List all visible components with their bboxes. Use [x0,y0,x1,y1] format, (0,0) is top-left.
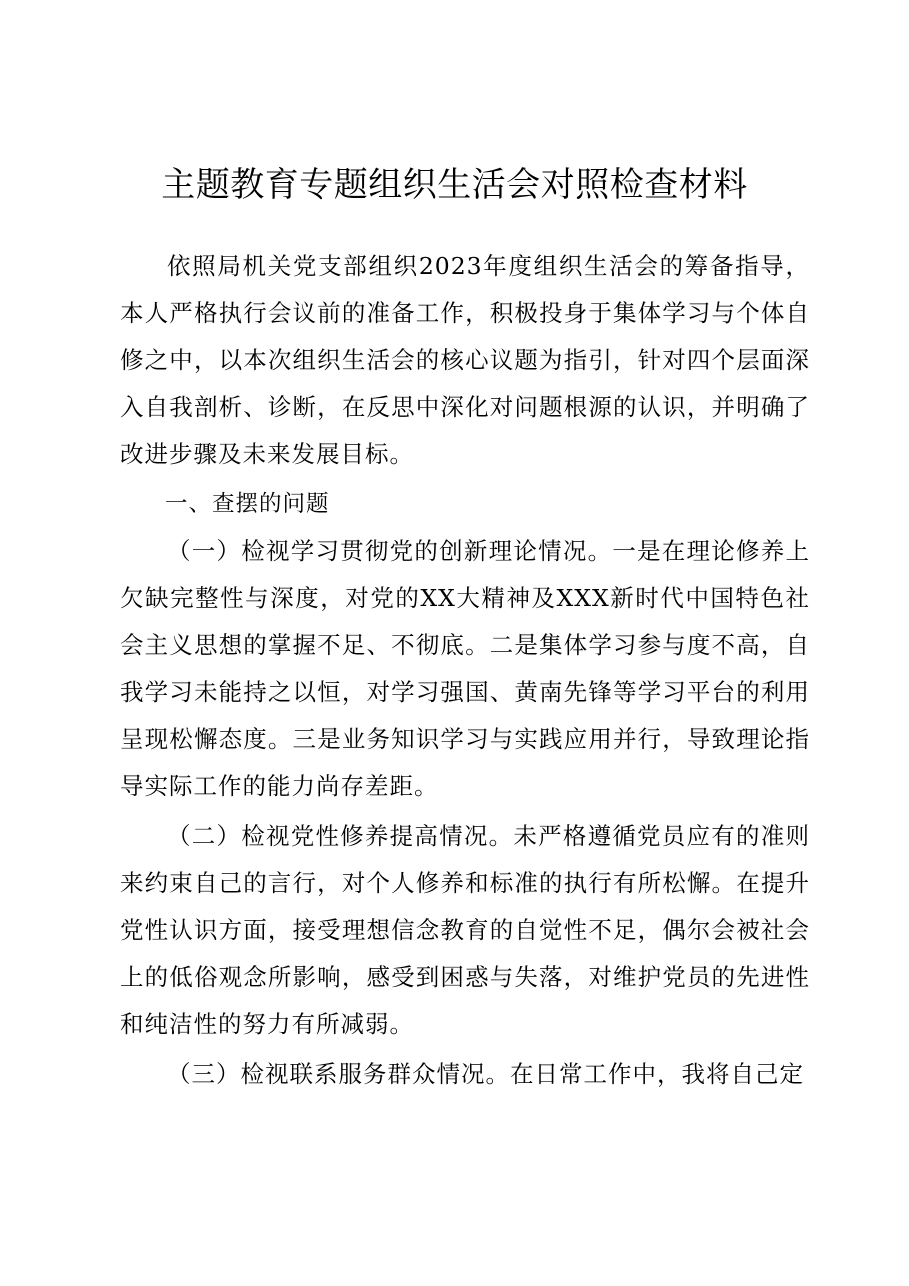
issue-paragraph-1: （一）检视学习贯彻党的创新理论情况。一是在理论修养上欠缺完整性与深度，对党的XX大精神及XXX新时代中国特色社会主义思想的掌握不足、不彻底。二是集体学习参与度不高，自我学习未能持之以恒，对学习强国、黄南先锋等学习平台的利用呈现松懈态度。三是业务知识学习与实践应用并行，导致理论指导实际工作的能力尚存差距。 [120,537,810,800]
issue-paragraph-3: （三）检视联系服务群众情况。在日常工作中，我将自己定 [167,1060,804,1088]
issue-paragraph-2: （二）检视党性修养提高情况。未严格遵循党员应有的准则来约束自己的言行，对个人修养和标准的执行有所松懈。在提升党性认识方面，接受理想信念教育的自觉性不足，偶尔会被社会上的低俗观念所影响，感受到困惑与失落，对维护党员的先进性和纯洁性的努力有所减弱。 [120,822,810,1038]
document-body [120,243,810,1098]
document-title: 主题教育专题组织生活会对照检查材料 [161,165,748,205]
intro-paragraph: 依照局机关党支部组织2023年度组织生活会的筹备指导，本人严格执行会议前的准备工作，积极投身于集体学习与个体自修之中，以本次组织生活会的核心议题为指引，针对四个层面深入自我剖析、诊断，在反思中深化对问题根源的认识，并明确了改进步骤及未来发展目标。 [120,252,810,468]
section-heading: 一、查摆的问题 [165,491,330,517]
